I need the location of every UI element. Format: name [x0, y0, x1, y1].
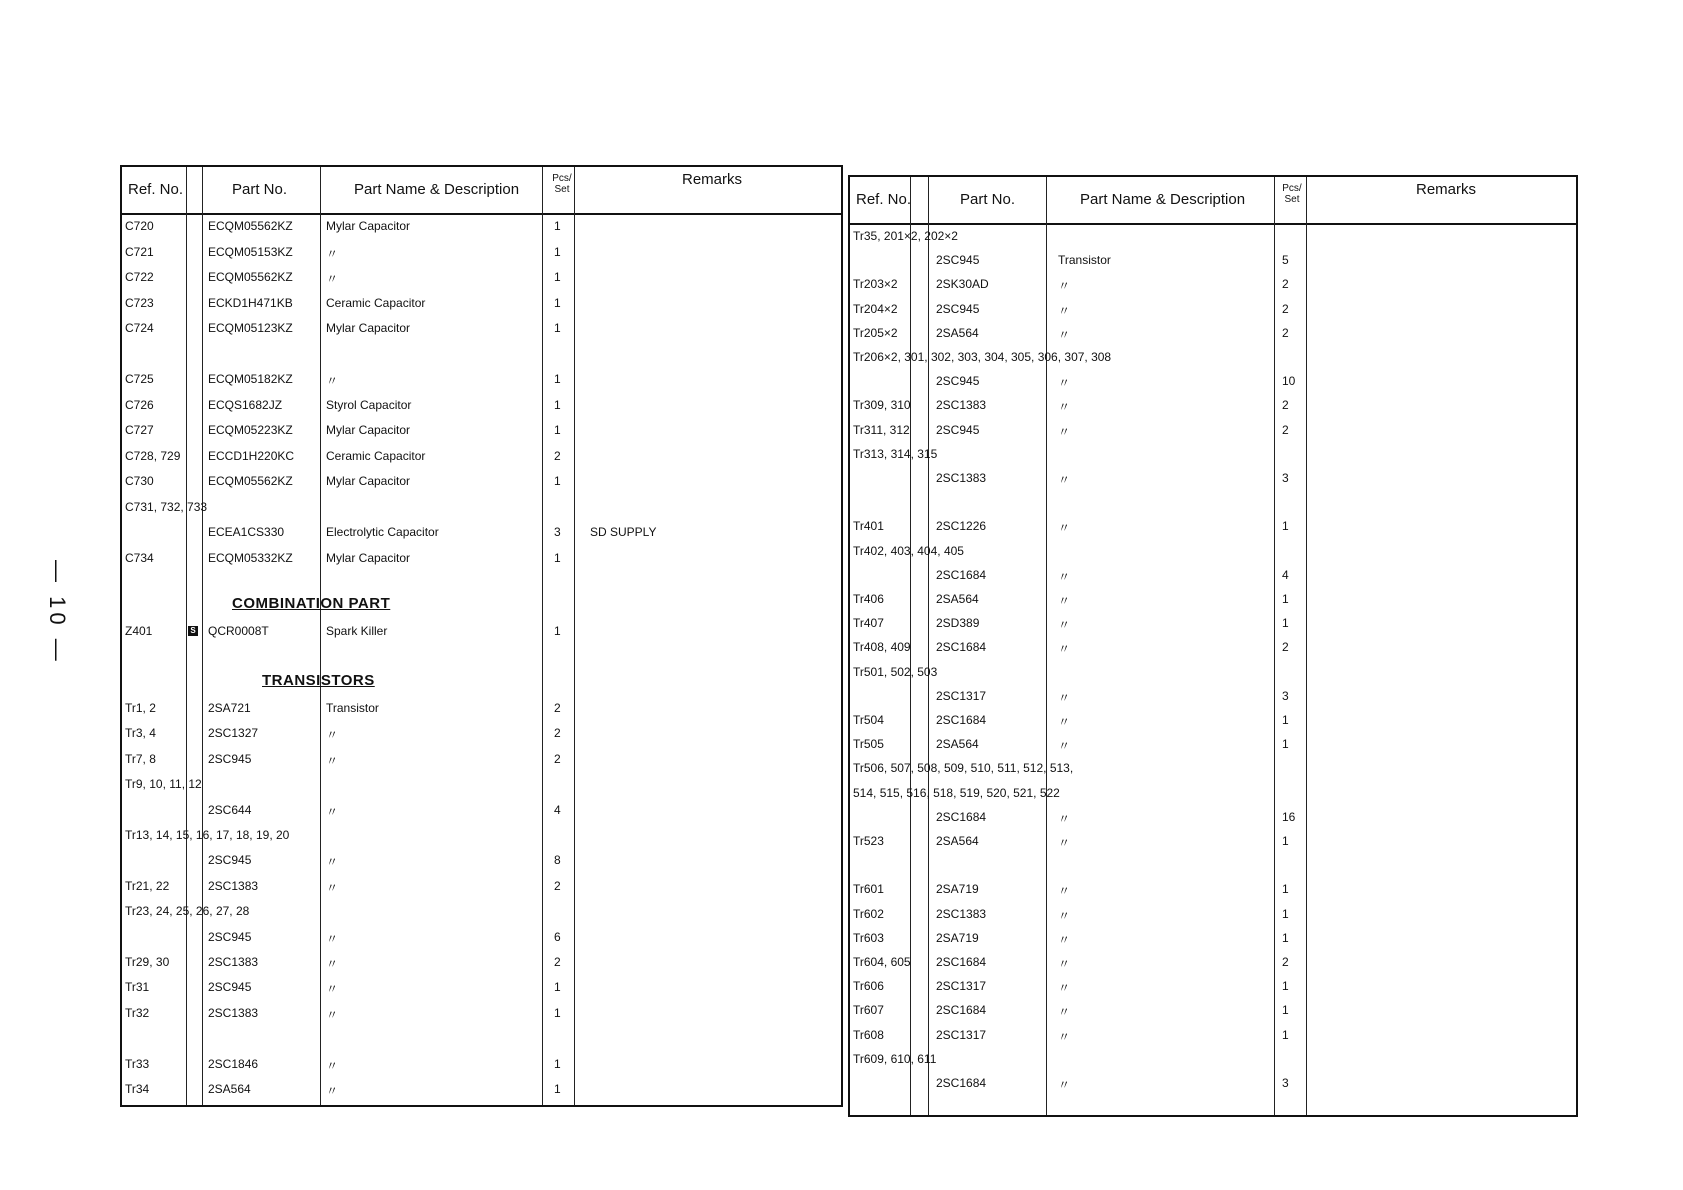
table-row	[850, 612, 1576, 636]
part-no-cell: 2SA564	[936, 834, 979, 848]
description-cell: 〃	[1058, 811, 1071, 826]
ref-no-cell: Tr13, 14, 15, 16, 17, 18, 19, 20	[125, 828, 290, 842]
pcs-cell: 3	[1282, 688, 1289, 703]
table-row	[850, 491, 1576, 515]
ref-no-cell: C734	[125, 550, 154, 565]
table-row	[122, 1078, 841, 1102]
description-cell: 〃	[1058, 932, 1071, 947]
pcs-cell: 6	[554, 929, 561, 944]
parts-table-right	[848, 175, 1578, 1117]
description-cell: Ceramic Capacitor	[326, 448, 426, 463]
table-row	[122, 266, 841, 290]
pcs-cell: 2	[554, 726, 561, 741]
ref-no-cell: Tr205×2	[853, 325, 898, 340]
ref-no-cell: Tr204×2	[853, 301, 898, 316]
parts-table-left	[120, 165, 843, 1107]
pcs-cell: 10	[1282, 374, 1296, 389]
pcs-cell: 1	[554, 295, 561, 310]
pcs-cell: 1	[554, 980, 561, 995]
ref-no-cell: Tr402, 403, 404, 405	[853, 543, 964, 558]
description-cell: 〃	[326, 982, 339, 997]
description-cell: 〃	[1058, 303, 1071, 318]
part-no-cell: 2SC1383	[936, 471, 987, 485]
description-cell: 〃	[1058, 957, 1071, 971]
part-no-cell: 2SC1226	[936, 519, 987, 534]
part-no-cell: 2SC1684	[936, 567, 987, 582]
ref-no-cell: Tr506, 507, 508, 509, 510, 511, 512, 513,	[853, 761, 1074, 776]
page-number: — 10 —	[45, 560, 70, 665]
description-cell: Transistor	[326, 701, 379, 715]
ref-no-cell: C731, 732, 733	[125, 499, 208, 514]
table-row	[122, 824, 841, 848]
table-row	[850, 564, 1576, 588]
description-cell: 〃	[1058, 715, 1071, 729]
pcs-cell: 1	[554, 321, 561, 335]
part-no-cell: 2SC1684	[936, 1003, 987, 1018]
table-row	[122, 748, 841, 772]
description-cell: Electrolytic Capacitor	[326, 525, 439, 539]
ref-no-cell: Tr609, 610, 611	[853, 1051, 937, 1066]
table-row	[122, 470, 841, 494]
ref-no-cell: Tr501, 502, 503	[853, 664, 938, 679]
part-no-cell: ECQM05123KZ	[208, 321, 293, 335]
ref-no-cell: Tr608	[853, 1027, 884, 1042]
section-title-combination: COMBINATION PART	[232, 595, 391, 612]
pcs-cell: 1	[1282, 592, 1289, 606]
part-no-cell: 2SA719	[936, 882, 979, 897]
ref-no-cell: C726	[125, 397, 154, 412]
part-no-cell: ECQM05182KZ	[208, 372, 293, 386]
description-cell: 〃	[326, 753, 339, 768]
part-no-cell: 2SC1383	[208, 878, 259, 893]
remarks-cell: SD SUPPLY	[590, 525, 657, 539]
description-cell: 〃	[326, 804, 339, 819]
part-no-cell: 2SA721	[208, 701, 251, 715]
pcs-cell: 1	[1282, 1003, 1289, 1018]
pcs-cell: 16	[1282, 809, 1296, 824]
part-no-cell: 2SC1383	[936, 398, 987, 413]
table-row	[122, 875, 841, 899]
part-no-cell: 2SA564	[936, 737, 979, 752]
ref-no-cell: Tr505	[853, 737, 884, 752]
table-row	[850, 709, 1576, 733]
table-row	[850, 806, 1576, 830]
description-cell: 〃	[326, 957, 339, 971]
table-row	[850, 225, 1576, 249]
pcs-cell: 2	[1282, 955, 1289, 969]
table-row	[122, 547, 841, 571]
pcs-cell: 1	[554, 624, 561, 638]
part-no-cell: ECQM05153KZ	[208, 244, 293, 259]
description-cell: Styrol Capacitor	[326, 397, 412, 412]
ref-no-cell: Tr9, 10, 11, 12	[125, 777, 202, 792]
ref-no-cell: C730	[125, 474, 154, 488]
table-row	[122, 343, 841, 367]
header-part-no: Part No.	[232, 181, 288, 198]
part-no-cell: 2SC1383	[208, 1005, 259, 1020]
pcs-cell: 1	[554, 1056, 561, 1071]
description-cell: 〃	[326, 1084, 339, 1098]
part-no-cell: 2SC1684	[936, 809, 987, 824]
pcs-cell: 1	[554, 244, 561, 259]
part-no-cell: 2SC945	[936, 253, 980, 268]
pcs-cell: 1	[554, 474, 561, 488]
description-cell: 〃	[326, 728, 339, 743]
part-no-cell: 2SA564	[936, 592, 979, 606]
pcs-cell: 1	[554, 1005, 561, 1020]
table-row	[122, 1027, 841, 1051]
table-row	[122, 1053, 841, 1077]
part-no-cell: 2SC1846	[208, 1056, 259, 1071]
part-no-cell: ECEA1CS330	[208, 525, 285, 539]
pcs-cell: 1	[1282, 713, 1289, 727]
part-no-cell: ECQM05332KZ	[208, 550, 293, 565]
table-row	[122, 926, 841, 950]
table-row	[122, 773, 841, 797]
pcs-cell: 1	[1282, 906, 1289, 921]
description-cell: 〃	[326, 880, 339, 895]
ref-no-cell: C725	[125, 372, 154, 386]
ref-no-cell: Tr21, 22	[125, 878, 170, 893]
ref-no-cell: Tr604, 605	[853, 955, 911, 969]
description-cell: 〃	[326, 1058, 339, 1073]
table-row	[122, 317, 841, 341]
part-no-cell: 2SC945	[936, 301, 980, 316]
ref-no-cell: Tr7, 8	[125, 751, 156, 766]
ref-no-cell: Tr31	[125, 980, 150, 995]
table-row	[850, 975, 1576, 999]
table-row	[850, 951, 1576, 975]
description-cell: Transistor	[1058, 253, 1111, 268]
pcs-cell: 2	[1282, 640, 1289, 655]
part-no-cell: 2SC1317	[936, 979, 987, 994]
description-cell: 〃	[1058, 1005, 1071, 1020]
description-cell: 〃	[1058, 521, 1071, 536]
table-row	[850, 419, 1576, 443]
part-no-cell: ECCD1H220KC	[208, 448, 295, 463]
ref-no-cell: Tr23, 24, 25, 26, 27, 28	[125, 904, 250, 919]
part-no-cell: ECQM05562KZ	[208, 474, 293, 488]
part-no-cell: 2SC644	[208, 802, 252, 817]
description-cell: 〃	[1058, 279, 1071, 294]
pcs-cell: 2	[1282, 398, 1289, 413]
pcs-cell: 1	[1282, 834, 1289, 848]
pcs-cell: 2	[554, 751, 561, 766]
pcs-cell: 2	[1282, 277, 1289, 292]
table-row	[122, 799, 841, 823]
description-cell: 〃	[326, 931, 339, 946]
ref-no-cell: Tr504	[853, 713, 884, 727]
pcs-cell: 3	[1282, 1076, 1289, 1090]
table-row	[122, 976, 841, 1000]
ref-no-cell: Tr606	[853, 979, 884, 994]
part-no-cell: 2SC1317	[936, 1027, 987, 1042]
pcs-cell: 2	[554, 448, 561, 463]
pcs-cell: 1	[554, 550, 561, 565]
pcs-cell: 5	[1282, 253, 1289, 268]
header-description: Part Name & Description	[1080, 191, 1246, 208]
part-no-cell: 2SC1684	[936, 713, 987, 727]
description-cell: 〃	[1058, 424, 1071, 439]
table-row	[122, 445, 841, 469]
table-row	[850, 999, 1576, 1023]
ref-no-cell: Tr32	[125, 1005, 150, 1020]
table-row	[850, 636, 1576, 660]
pcs-cell: 2	[1282, 301, 1289, 316]
pcs-cell: 3	[1282, 471, 1289, 485]
part-no-cell: ECQM05223KZ	[208, 423, 293, 437]
pcs-cell: 1	[1282, 519, 1289, 534]
part-no-cell: 2SC1684	[936, 1076, 987, 1090]
table-row	[850, 830, 1576, 854]
table-row	[850, 757, 1576, 781]
description-cell: 〃	[1058, 884, 1071, 899]
description-cell: 〃	[1058, 327, 1071, 342]
ref-no-cell: C728, 729	[125, 448, 181, 463]
table-row	[122, 951, 841, 975]
table-header	[122, 167, 841, 215]
table-row	[122, 697, 841, 721]
ref-no-cell: Tr523	[853, 834, 884, 848]
ref-no-cell: C723	[125, 295, 154, 310]
ref-no-cell: Tr1, 2	[125, 701, 156, 715]
description-cell: 〃	[326, 855, 339, 870]
table-row	[850, 370, 1576, 394]
pcs-cell: 1	[1282, 930, 1289, 945]
pcs-cell: 3	[554, 525, 561, 539]
ref-no-cell: Tr601	[853, 882, 884, 897]
description-cell: 〃	[1058, 400, 1071, 415]
part-no-cell: 2SC1684	[936, 955, 987, 969]
pcs-cell: 2	[1282, 422, 1289, 437]
header-remarks: Remarks	[1416, 181, 1477, 198]
ref-no-cell: C727	[125, 423, 154, 437]
table-row	[122, 368, 841, 392]
pcs-cell: 1	[1282, 979, 1289, 994]
table-row	[850, 467, 1576, 491]
part-no-cell: 2SD389	[936, 616, 980, 631]
description-cell: Spark Killer	[326, 624, 388, 638]
description-cell: 〃	[1058, 376, 1071, 391]
part-no-cell: 2SA564	[936, 325, 979, 340]
pcs-cell: 1	[554, 270, 561, 284]
description-cell: Mylar Capacitor	[326, 474, 411, 488]
table-row	[850, 298, 1576, 322]
table-row	[122, 722, 841, 746]
ref-no-cell: Tr35, 201×2, 202×2	[853, 229, 958, 243]
pcs-cell: 1	[554, 397, 561, 412]
table-row	[850, 661, 1576, 685]
pcs-cell: 4	[554, 802, 561, 817]
ref-no-cell: Tr408, 409	[853, 640, 911, 655]
description-cell: 〃	[1058, 1078, 1071, 1092]
ref-no-cell: Tr3, 4	[125, 726, 156, 741]
description-cell: 〃	[1058, 1029, 1071, 1044]
header-description: Part Name & Description	[354, 181, 520, 198]
table-row	[122, 419, 841, 443]
table-row	[850, 394, 1576, 418]
part-no-cell: 2SC1317	[936, 688, 987, 703]
table-row	[850, 1024, 1576, 1048]
ref-no-cell: Tr401	[853, 519, 884, 534]
description-cell: 〃	[326, 1007, 339, 1022]
description-cell: 〃	[1058, 690, 1071, 705]
ref-no-cell: Tr607	[853, 1003, 884, 1018]
part-no-cell: 2SC1383	[208, 955, 259, 969]
ref-no-cell: C721	[125, 244, 154, 259]
table-row	[850, 782, 1576, 806]
table-row	[122, 1002, 841, 1026]
table-row	[850, 927, 1576, 951]
table-row	[850, 443, 1576, 467]
table-row	[122, 496, 841, 520]
table-row	[850, 1048, 1576, 1072]
ref-no-cell: Tr603	[853, 930, 884, 945]
description-cell: 〃	[1058, 981, 1071, 996]
description-cell: 〃	[1058, 594, 1071, 608]
pcs-cell: 1	[1282, 616, 1289, 631]
description-cell: Mylar Capacitor	[326, 550, 411, 565]
pcs-cell: 2	[554, 955, 561, 969]
ref-no-cell: Tr203×2	[853, 277, 898, 292]
table-row	[850, 878, 1576, 902]
pcs-cell: 2	[554, 701, 561, 715]
pcs-cell: 1	[1282, 882, 1289, 897]
table-row	[850, 322, 1576, 346]
header-pcs-set: Pcs/ Set	[1282, 183, 1302, 205]
table-row	[122, 215, 841, 239]
pcs-cell: 1	[554, 372, 561, 386]
part-no-cell: ECQM05562KZ	[208, 219, 293, 233]
description-cell: 〃	[1058, 569, 1071, 584]
part-no-cell: 2SC1684	[936, 640, 987, 655]
table-row	[122, 849, 841, 873]
ref-no-cell: Tr406	[853, 592, 884, 606]
part-no-cell: 2SC1383	[936, 906, 987, 921]
table-row	[122, 521, 841, 545]
ref-no-cell: Tr206×2, 301, 302, 303, 304, 305, 306, 307, 308	[853, 350, 1112, 364]
part-no-cell: 2SC945	[208, 751, 252, 766]
table-row	[850, 854, 1576, 878]
description-cell: 〃	[1058, 836, 1071, 850]
table-row	[850, 540, 1576, 564]
part-no-cell: 2SC1327	[208, 726, 259, 741]
table-row	[850, 588, 1576, 612]
table-row	[850, 903, 1576, 927]
part-no-cell: QCR0008T	[208, 624, 269, 638]
ref-no-cell: C722	[125, 270, 154, 284]
ref-no-cell: Tr407	[853, 616, 884, 631]
table-header	[850, 177, 1576, 225]
pcs-cell: 2	[1282, 325, 1289, 340]
part-no-cell: ECKD1H471KB	[208, 295, 293, 310]
description-cell: 〃	[326, 272, 339, 286]
table-row	[850, 733, 1576, 757]
header-remarks: Remarks	[682, 171, 743, 188]
table-row	[850, 346, 1576, 370]
part-no-cell: ECQM05562KZ	[208, 270, 293, 284]
description-cell: 〃	[326, 374, 339, 388]
header-ref-no: Ref. No.	[128, 181, 184, 198]
pcs-cell: 1	[1282, 737, 1289, 752]
pcs-cell: 1	[554, 1082, 561, 1096]
header-part-no: Part No.	[960, 191, 1016, 208]
description-cell: Mylar Capacitor	[326, 219, 411, 233]
ref-no-cell: Tr309, 310	[853, 398, 911, 413]
table-row	[850, 249, 1576, 273]
ref-no-cell: Tr313, 314, 315	[853, 446, 938, 461]
table-row	[122, 241, 841, 265]
table-row	[122, 292, 841, 316]
part-no-cell: 2SC945	[936, 374, 980, 389]
part-no-cell: ECQS1682JZ	[208, 397, 283, 412]
ref-no-cell: Tr311, 312	[853, 422, 910, 437]
table-row	[850, 515, 1576, 539]
header-pcs-set: Pcs/ Set	[552, 173, 572, 195]
part-no-cell: 2SA564	[208, 1082, 251, 1096]
table-row	[850, 1072, 1576, 1096]
pcs-cell: 8	[554, 853, 561, 868]
ref-no-cell: Tr602	[853, 906, 884, 921]
description-cell: 〃	[1058, 473, 1071, 487]
description-cell: Ceramic Capacitor	[326, 295, 426, 310]
table-row	[850, 685, 1576, 709]
description-cell: Mylar Capacitor	[326, 423, 411, 437]
pcs-cell: 2	[554, 878, 561, 893]
ref-no-cell: Tr33	[125, 1056, 150, 1071]
table-row	[122, 394, 841, 418]
description-cell: 〃	[1058, 618, 1071, 633]
description-cell: 〃	[1058, 908, 1071, 923]
ref-no-cell: Z401	[125, 624, 153, 638]
ref-no-cell: C720	[125, 219, 154, 233]
part-no-cell: 2SC945	[208, 853, 252, 868]
pcs-cell: 1	[554, 219, 561, 233]
description-cell: 〃	[1058, 642, 1071, 657]
table-row	[122, 900, 841, 924]
header-ref-no: Ref. No.	[856, 191, 912, 208]
part-no-cell: 2SA719	[936, 930, 979, 945]
table-row	[850, 273, 1576, 297]
pcs-cell: 4	[1282, 567, 1289, 582]
description-cell: 〃	[1058, 739, 1071, 754]
description-cell: Mylar Capacitor	[326, 321, 411, 335]
safety-mark-icon: S	[188, 626, 198, 636]
part-no-cell: 2SC945	[208, 929, 252, 944]
pcs-cell: 1	[554, 423, 561, 437]
ref-no-cell: Tr29, 30	[125, 955, 170, 969]
part-no-cell: 2SK30AD	[936, 277, 989, 292]
ref-no-cell: 514, 515, 516, 518, 519, 520, 521, 522	[853, 785, 1060, 800]
pcs-cell: 1	[1282, 1027, 1289, 1042]
ref-no-cell: Tr34	[125, 1082, 150, 1096]
ref-no-cell: C724	[125, 321, 154, 335]
section-title-transistors: TRANSISTORS	[262, 672, 375, 689]
part-no-cell: 2SC945	[208, 980, 252, 995]
description-cell: 〃	[326, 246, 339, 261]
part-no-cell: 2SC945	[936, 422, 980, 437]
table-row	[122, 620, 841, 644]
